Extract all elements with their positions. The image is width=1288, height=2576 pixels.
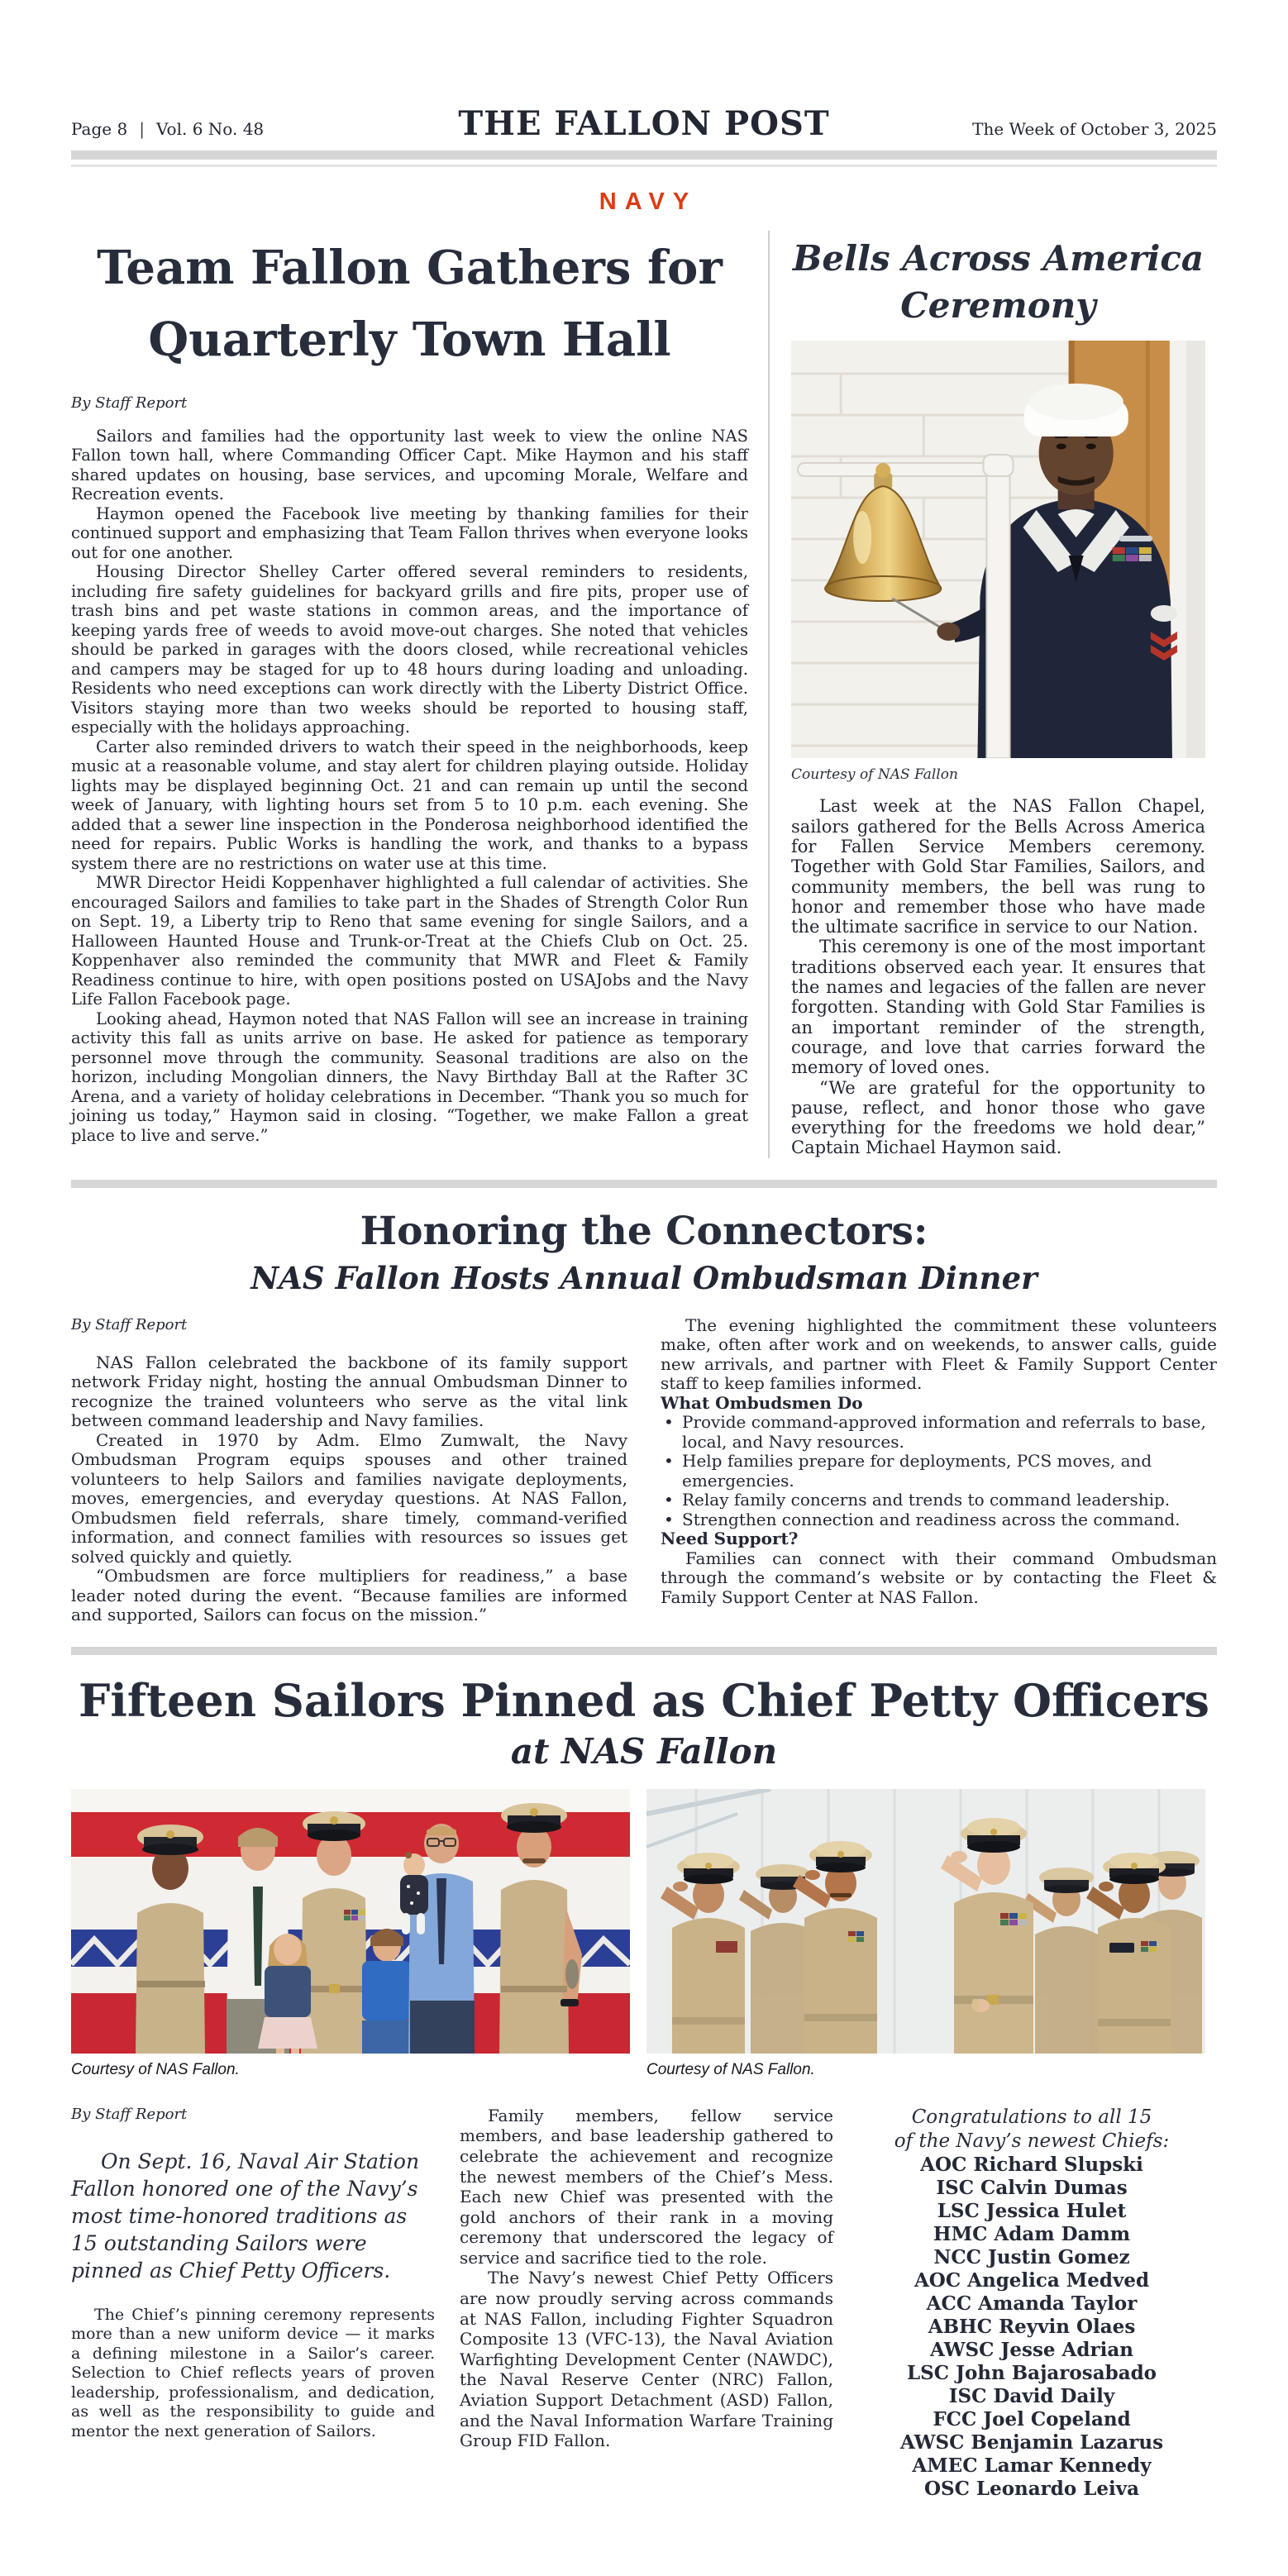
top-section bbox=[71, 231, 1217, 1158]
what-ombudsmen-do-heading: What Ombudsmen Do bbox=[661, 1392, 863, 1413]
article-town-hall bbox=[71, 231, 770, 1158]
bullet-item: • Help families prepare for deployments, PCS moves, and emergencies. bbox=[661, 1452, 1217, 1491]
pinning-middle-column bbox=[460, 2106, 833, 2501]
ombudsman-columns bbox=[71, 1316, 1217, 1625]
pinning-intro: On Sept. 16, Naval Air Station Fallon honored one of the Navy’s most time-honored traditions as 15 outstanding Sailors were pinned as Chief Petty Officers. bbox=[71, 2149, 420, 2283]
article-pinning bbox=[71, 1673, 1217, 2501]
masthead-title: THE FALLON POST bbox=[458, 104, 830, 143]
article-paragraph: The evening highlighted the commitment these volunteers make, often after work and on weekends, to answer calls, guide new arrivals, and partner with Fleet & Family Support Center staff to keep families informed. bbox=[661, 1314, 1217, 1394]
article-body bbox=[791, 796, 1205, 1157]
saluting-figure bbox=[646, 1789, 1205, 2079]
byline: By Staff Report bbox=[71, 394, 188, 412]
bullet-list bbox=[661, 1413, 1217, 1529]
header-separator: | bbox=[139, 119, 145, 139]
bells-headline bbox=[791, 236, 1205, 329]
town-hall-headline bbox=[71, 232, 748, 376]
pinning-left-column bbox=[71, 2106, 435, 2501]
ombudsman-headline: Honoring the Connectors: bbox=[360, 1208, 928, 1254]
chief-name: ISC David Daily bbox=[948, 2384, 1115, 2407]
article-paragraph: Last week at the NAS Fallon Chapel, sailors gathered for the Bells Across America for Fallen Service Members ceremony. Together with Gold Star Families, Sailors, and community members, the bell was rung to honor and remember those who have made the ultimate sacrifice in service to our Nation. bbox=[791, 796, 1205, 937]
family-figure bbox=[71, 1789, 630, 2079]
photo-caption: Courtesy of NAS Fallon. bbox=[646, 2060, 815, 2078]
chief-name: OSC Leonardo Leiva bbox=[923, 2477, 1140, 2500]
article-ombudsman bbox=[71, 1208, 1217, 1625]
article-paragraph: “We are grateful for the opportunity to pause, reflect, and honor those who gave everything for the freedoms we hold dear,” Captain Michael Haymon said. bbox=[791, 1077, 1205, 1158]
article-paragraph: The Navy’s newest Chief Petty Officers are now proudly serving across commands at NAS Fallon, including Fighter Squadron Composite 13 (VFC-13), the Naval Aviation Warfighting Development Center (NAWDC), the Naval Reserve Center (NRC) Fallon, Aviation Support Detachment (ASD) Fallon, and the Naval Information Warfare Training Group FID Fallon. bbox=[460, 2268, 833, 2451]
chief-name: AOC Richard Slupski bbox=[920, 2153, 1143, 2176]
headline-line: Bells Across America bbox=[792, 238, 1205, 279]
byline: By Staff Report bbox=[71, 1315, 188, 1333]
volume-info: Vol. 6 No. 48 bbox=[155, 119, 265, 139]
photo-caption: Courtesy of NAS Fallon bbox=[791, 766, 958, 784]
article-paragraph: Carter also reminded drivers to watch their speed in the neighborhoods, keep music at a reasonable volume, and stay alert for children playing outside. Holiday lights may be displayed beginning Oct. 21 and can remain up until the second week of January, with lighting hours set from 5 to 10 p.m. each evening. She added that a sewer line inspection in the Ponderosa neighborhood identified the need for repairs. Public Works is handling the work, and thanks to a bypass system there are no restrictions on water use at this time. bbox=[71, 737, 748, 873]
chief-name: AWSC Jesse Adrian bbox=[930, 2338, 1133, 2361]
article-paragraph: Housing Director Shelley Carter offered several reminders to residents, including fire safety guidelines for backyard grills and fire pits, proper use of trash bins and pet waste stations in common areas, and the importance of keeping yards free of weeds to avoid move-out charges. She noted that vehicles should be parked in garages with the doors closed, while recreational vehicles and campers may be staged for up to 48 hours during loading and unloading. Residents who need exceptions can work directly with the Liberty District Office. Visitors staying more than two weeks should be reported to housing staff, especially with the holidays approaching. bbox=[71, 562, 748, 737]
pinning-headline: Fifteen Sailors Pinned as Chief Petty Officers bbox=[79, 1673, 1209, 1727]
headline-line: Quarterly Town Hall bbox=[148, 312, 671, 367]
article-bells bbox=[770, 231, 1205, 1158]
chief-name: NCC Justin Gomez bbox=[933, 2245, 1130, 2268]
header-rule-thick bbox=[71, 150, 1217, 160]
congrats-line: Congratulations to all 15 bbox=[911, 2106, 1152, 2128]
headline-line: Team Fallon Gathers for bbox=[97, 241, 723, 295]
bells-figure bbox=[791, 341, 1205, 783]
article-paragraph: Family members, fellow service members, and base leadership gathered to celebrate the achievement and recognize the newest members of the Chief’s Mess. Each new Chief was presented with the gold anchors of their rank in a moving ceremony that underscored the legacy of service and sacrifice tied to the role. bbox=[460, 2105, 833, 2268]
article-paragraph: “Ombudsmen are force multipliers for readiness,” a base leader noted during the event. “Because families are informed and supported, Sailors can focus on the mission.” bbox=[71, 1566, 627, 1625]
byline: By Staff Report bbox=[71, 2105, 188, 2123]
article-paragraph: The Chief’s pinning ceremony represents more than a new uniform device — it marks a defining milestone in a Sailor’s career. Selection to Chief reflects years of proven leadership, professionalism, and dedication, as well as the responsibility to guide and mentor the next generation of Sailors. bbox=[71, 2305, 435, 2440]
page-number: Page 8 bbox=[71, 119, 128, 139]
bells-ceremony-photo bbox=[791, 341, 1205, 758]
article-paragraph: Looking ahead, Haymon noted that NAS Fallon will see an increase in training activity this fall as units arrive on base. He asked for patience as temporary personnel move through the community. Seasonal traditions are also on the horizon, including Mongolian dinners, the Navy Birthday Ball at the Rafter 3C Arena, and a variety of holiday celebrations in December. “Thank you so much for joining us today,” Haymon said in closing. “Together, we make Fallon a great place to live and serve.” bbox=[71, 1009, 748, 1145]
section-label-navy: NAVY bbox=[599, 188, 698, 215]
section-divider bbox=[71, 1647, 1217, 1655]
photo-caption: Courtesy of NAS Fallon. bbox=[71, 2060, 240, 2078]
chief-name: ISC Calvin Dumas bbox=[936, 2176, 1128, 2199]
section-divider bbox=[71, 1180, 1217, 1188]
chief-name: ABHC Reyvin Olaes bbox=[928, 2315, 1136, 2338]
page-header bbox=[71, 104, 1217, 143]
need-support-heading: Need Support? bbox=[661, 1529, 799, 1549]
article-paragraph: Families can connect with their command Ombudsman through the command’s website or by contacting the Fleet & Family Support Center at NAS Fallon. bbox=[661, 1548, 1217, 1607]
bullet-item: • Relay family concerns and trends to command leadership. bbox=[661, 1491, 1217, 1510]
chief-name: ACC Amanda Taylor bbox=[926, 2292, 1138, 2315]
chief-name: HMC Adam Damm bbox=[933, 2222, 1131, 2245]
article-body bbox=[71, 427, 748, 1146]
chief-name: LSC John Bajarosabado bbox=[906, 2361, 1157, 2384]
bullet-item: • Provide command-approved information and referrals to base, local, and Navy resources. bbox=[661, 1413, 1217, 1452]
congrats-line: of the Navy’s newest Chiefs: bbox=[894, 2130, 1170, 2152]
chiefs-names-list bbox=[858, 2106, 1205, 2501]
pinning-columns bbox=[71, 2106, 1217, 2501]
chief-name: LSC Jessica Hulet bbox=[937, 2199, 1127, 2222]
article-paragraph: MWR Director Heidi Koppenhaver highlighted a full calendar of activities. She encouraged Sailors and families to take part in the Shades of Strength Color Run on Sept. 19, a Liberty trip to Reno that same evening for single Sailors, and a Halloween Haunted House and Trunk-or-Treat at the Chiefs Club on Oct. 25. Koppenhaver also reminded the community that MWR and Fleet & Family Readiness continue to hire, with open positions posted on USAJobs and the Navy Life Fallon Facebook page. bbox=[71, 873, 748, 1009]
article-paragraph: Created in 1970 by Adm. Elmo Zumwalt, the Navy Ombudsman Program equips spouses and other trained volunteers to help Sailors and families navigate deployments, moves, emergencies, and everyday questions. At NAS Fallon, Ombudsmen field referrals, share timely, command-verified information, and connect families with resources so issues get solved quickly and quietly. bbox=[71, 1429, 627, 1567]
chief-name: FCC Joel Copeland bbox=[933, 2407, 1131, 2431]
chief-name: AOC Angelica Medved bbox=[914, 2268, 1150, 2292]
article-paragraph: Haymon opened the Facebook live meeting by thanking families for their continued support and emphasizing that Team Fallon thrives when everyone looks out for one another. bbox=[71, 503, 748, 562]
article-paragraph: This ceremony is one of the most important traditions observed each year. It ensures that the names and legacies of the fallen are never forgotten. Standing with Gold Star Families is an important reminder of the strength, courage, and love that carries forward the memory of loved ones. bbox=[791, 937, 1205, 1078]
chief-name: AMEC Lamar Kennedy bbox=[912, 2454, 1152, 2477]
header-rule-thin bbox=[71, 165, 1217, 167]
pinning-photos bbox=[71, 1789, 1217, 2079]
page-info bbox=[71, 119, 458, 139]
saluting-chiefs-photo bbox=[646, 1789, 1205, 2054]
article-paragraph: Sailors and families had the opportunity last week to view the online NAS Fallon town hall, where Commanding Officer Capt. Mike Haymon and his staff shared updates on housing, base services, and upcoming Morale, Welfare and Recreation events. bbox=[71, 426, 748, 504]
ombudsman-left-column bbox=[71, 1316, 627, 1625]
pinning-subtitle: at NAS Fallon bbox=[510, 1731, 778, 1772]
headline-line: Ceremony bbox=[900, 284, 1096, 326]
bullet-item: • Strengthen connection and readiness across the command. bbox=[661, 1510, 1217, 1530]
ombudsman-right-column bbox=[661, 1316, 1217, 1625]
family-group-photo bbox=[71, 1789, 630, 2054]
ombudsman-subtitle: NAS Fallon Hosts Annual Ombudsman Dinner bbox=[250, 1260, 1038, 1297]
issue-date: The Week of October 3, 2025 bbox=[972, 119, 1217, 139]
chief-name: AWSC Benjamin Lazarus bbox=[899, 2431, 1164, 2454]
article-paragraph: NAS Fallon celebrated the backbone of its family support network Friday night, hosting the annual Ombudsman Dinner to recognize the trained volunteers who serve as the vital link between command leadership and Navy families. bbox=[71, 1352, 627, 1431]
